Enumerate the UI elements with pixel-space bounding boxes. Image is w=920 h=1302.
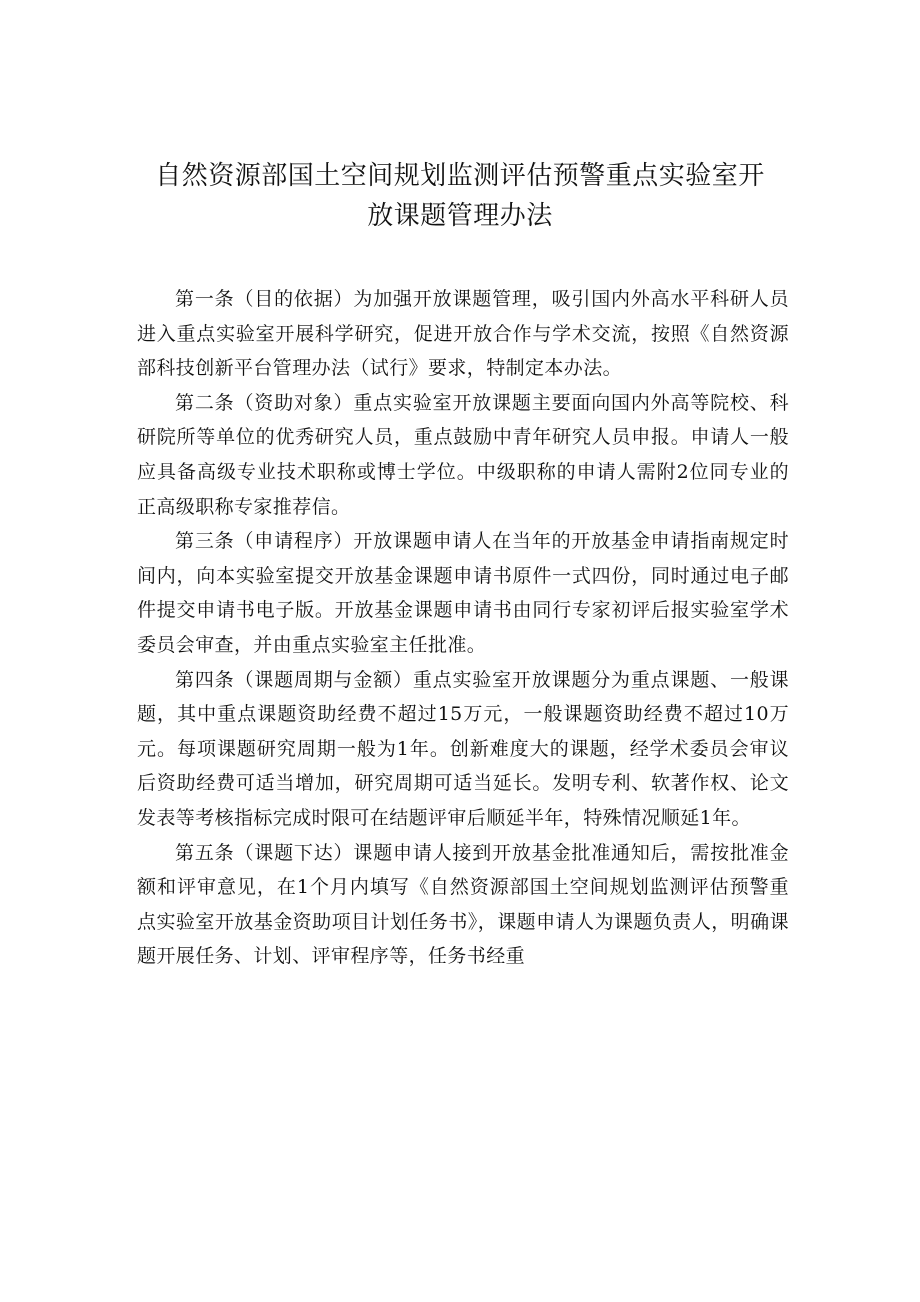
article-1: 第一条（目的依据）为加强开放课题管理，吸引国内外高水平科研人员进入重点实验室开展科学研究，促进开放合作与学术交流，按照《自然资源部科技创新平台管理办法（试行》要求，特制定本办法。 bbox=[137, 288, 789, 380]
article-3: 第三条（申请程序）开放课题申请人在当年的开放基金申请指南规定时间内，向本实验室提交开放基金课题申请书原件一式四份，同时通过电子邮件提交申请书电子版。开放基金课题申请书由同行专家初评后报实验室学术委员会审查，并由重点实验室主任批准。 bbox=[137, 530, 789, 656]
title-line-1: 自然资源部国土空间规划监测评估预警重点实验室开 bbox=[155, 161, 765, 191]
document-body bbox=[137, 282, 789, 974]
article-2: 第二条（资助对象）重点实验室开放课题主要面向国内外高等院校、科研院所等单位的优秀研究人员，重点鼓励中青年研究人员申报。申请人一般应具备高级专业技术职称或博士学位。中级职称的申请人需附2位同专业的正高级职称专家推荐信。 bbox=[137, 391, 789, 518]
article-5: 第五条（课题下达）课题申请人接到开放基金批准通知后，需按批准金额和评审意见，在1个月内填写《自然资源部国土空间规划监测评估预警重点实验室开放基金资助项目计划任务书》，课题申请人为课题负责人，明确课题开展任务、计划、评审程序等，任务书经重 bbox=[137, 841, 789, 968]
title-line-2: 放课题管理办法 bbox=[367, 201, 553, 231]
document-title bbox=[120, 156, 800, 236]
article-4: 第四条（课题周期与金额）重点实验室开放课题分为重点课题、一般课题，其中重点课题资助经费不超过15万元，一般课题资助经费不超过10万元。每项课题研究周期一般为1年。创新难度大的课题，经学术委员会审议后资助经费可适当增加，研究周期可适当延长。发明专利、软著作权、论文发表等考核指标完成时限可在结题评审后顺延半年，特殊情况顺延1年。 bbox=[137, 668, 789, 829]
